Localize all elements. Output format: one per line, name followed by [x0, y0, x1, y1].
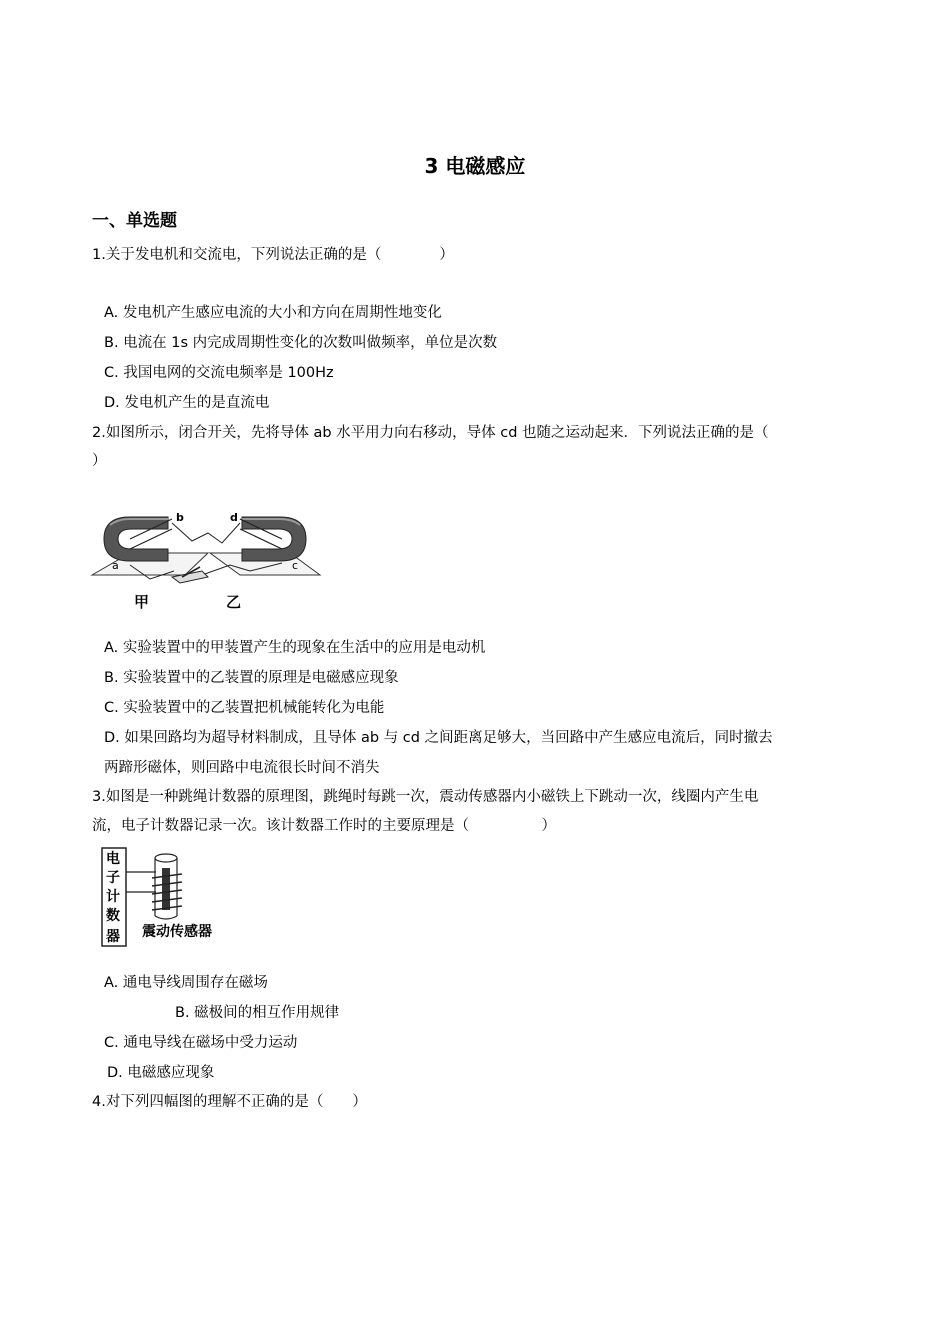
sensor-label: 震动传感器	[142, 924, 212, 940]
q3-jump-rope-counter-figure	[100, 846, 235, 948]
q1-option-c: C. 我国电网的交流电频率是 100Hz	[104, 365, 334, 381]
label-jia: 甲	[134, 593, 150, 611]
counter-char-5: 器	[106, 929, 120, 945]
counter-char-1: 电	[106, 851, 120, 867]
q2-option-d: D. 如果回路均为超导材料制成，且导体 ab 与 cd 之间距离足够大，当回路中产生感应电流后，同时撤去	[104, 730, 773, 746]
counter-char-2: 子	[106, 870, 120, 886]
q2-option-c: C. 实验装置中的乙装置把机械能转化为电能	[104, 700, 385, 716]
label-b: b	[176, 511, 184, 524]
q2-option-b: B. 实验装置中的乙装置的原理是电磁感应现象	[104, 670, 399, 686]
q1-option-d: D. 发电机产生的是直流电	[104, 395, 270, 411]
question-4-stem: 4.对下列四幅图的理解不正确的是（ ）	[92, 1094, 367, 1110]
counter-char-4: 数	[106, 908, 120, 924]
question-3-stem-line2: 流，电子计数器记录一次。该计数器工作时的主要原理是（ ）	[92, 818, 556, 834]
q2-option-d-continued: 两蹄形磁体，则回路中电流很长时间不消失	[104, 760, 380, 776]
q3-option-b: B. 磁极间的相互作用规律	[175, 1005, 340, 1021]
q2-option-a: A. 实验装置中的甲装置产生的现象在生活中的应用是电动机	[104, 640, 486, 656]
q3-option-c: C. 通电导线在磁场中受力运动	[104, 1035, 298, 1051]
section-heading: 一、单选题	[92, 211, 177, 231]
label-c: c	[292, 559, 299, 572]
label-d: d	[230, 511, 238, 524]
q1-option-a: A. 发电机产生感应电流的大小和方向在周期性地变化	[104, 305, 442, 321]
q2-magnet-apparatus-figure	[90, 505, 322, 613]
q1-option-b: B. 电流在 1s 内完成周期性变化的次数叫做频率，单位是次数	[104, 335, 498, 351]
question-1-stem: 1.关于发电机和交流电，下列说法正确的是（ ）	[92, 247, 454, 263]
q3-option-d: D. 电磁感应现象	[107, 1065, 215, 1081]
q3-option-a: A. 通电导线周围存在磁场	[104, 975, 268, 991]
label-a: a	[112, 559, 119, 572]
question-2-stem-line1: 2.如图所示，闭合开关，先将导体 ab 水平用力向右移动，导体 cd 也随之运动起来．下列说法正确的是（	[92, 425, 769, 441]
counter-char-3: 计	[106, 889, 120, 905]
page-title: 3 电磁感应	[424, 154, 526, 178]
question-2-stem-line2: ）	[92, 453, 107, 469]
question-3-stem-line1: 3.如图是一种跳绳计数器的原理图，跳绳时每跳一次，震动传感器内小磁铁上下跳动一次，线圈内产生电	[92, 789, 759, 805]
label-yi: 乙	[226, 593, 242, 611]
